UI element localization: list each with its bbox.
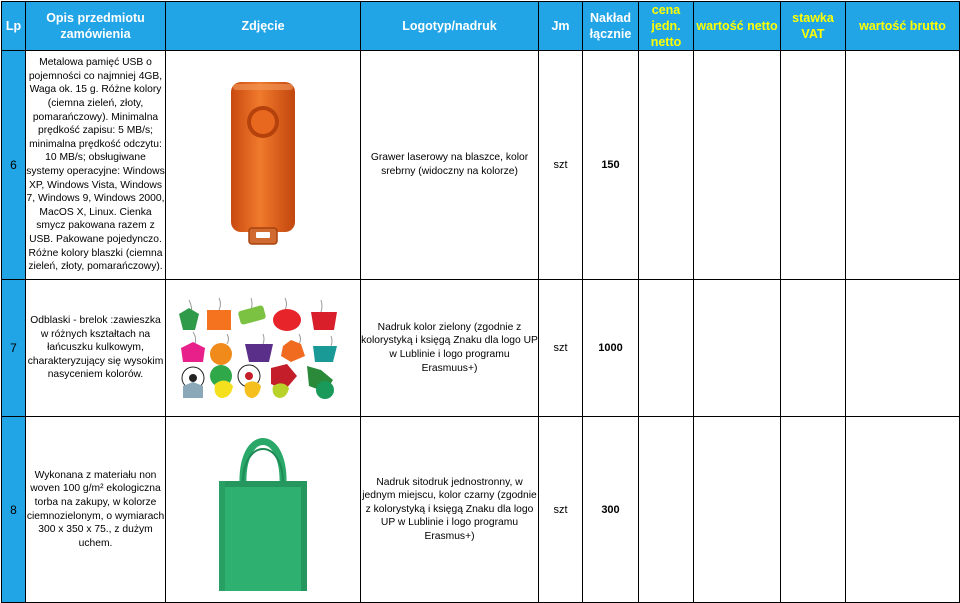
item-gross-value <box>846 51 960 280</box>
item-quantity: 1000 <box>583 280 639 417</box>
header-lp: Lp <box>2 2 26 51</box>
table-row <box>2 280 960 417</box>
item-net-value <box>694 417 781 603</box>
reflective-keychains-icon <box>175 296 351 400</box>
item-photo <box>166 51 361 280</box>
item-vat <box>781 417 846 603</box>
header-description: Opis przedmiotu zamówienia <box>26 2 166 51</box>
header-quantity: Nakład łącznie <box>583 2 639 51</box>
usb-flash-drive-icon <box>223 80 303 250</box>
item-unit-price <box>639 51 694 280</box>
header-vat: stawka VAT <box>781 2 846 51</box>
header-photo: Zdjęcie <box>166 2 361 51</box>
item-photo <box>166 417 361 603</box>
header-unit: Jm <box>539 2 583 51</box>
item-net-value <box>694 51 781 280</box>
header-row <box>2 2 960 51</box>
header-gross-value: wartość brutto <box>846 2 960 51</box>
item-quantity: 150 <box>583 51 639 280</box>
row-number: 6 <box>2 51 26 280</box>
item-description: Metalowa pamięć USB o pojemności co najmniej 4GB, Waga ok. 15 g. Różne kolory (ciemna zieleń, złoty, pomarańczowy). Minimalna prędkość zapisu: 5 MB/s; minimalna prędkość odczytu: 10 MB/s; obsługiwane systemy operacyjne: Windows XP, Windows Vista, Windows 7, Windows 9, Windows 2000, MacOS X, Linux. Cienka smycz pakowana razem z USB. Pakowane pojedynczo. Różne kolory blaszki (ciemna zieleń, złoty, pomarańczowy). <box>26 51 166 280</box>
item-logo-print: Grawer laserowy na blaszce, kolor srebrny (widoczny na kolorze) <box>361 51 539 280</box>
item-logo-print: Nadruk kolor zielony (zgodnie z kolorystyką i księgą Znaku dla logo UP w Lublinie i logo programu Erasmuus+) <box>361 280 539 417</box>
header-net-value: wartość netto <box>694 2 781 51</box>
row-number: 8 <box>2 417 26 603</box>
header-unit-price: cena jedn. netto <box>639 2 694 51</box>
item-unit-price <box>639 280 694 417</box>
item-net-value <box>694 280 781 417</box>
item-description: Odblaski - brelok :zawieszka w różnych kształtach na łańcuszku kulkowym, charakteryzujący się wysokim nasyceniem kolorów. <box>26 280 166 417</box>
row-number: 7 <box>2 280 26 417</box>
item-gross-value <box>846 280 960 417</box>
item-gross-value <box>846 417 960 603</box>
item-description: Wykonana z materiału non woven 100 g/m² ekologiczna torba na zakupy, w kolorze ciemnozielonym, o wymiarach 300 x 350 x 75., z dużym uchem. <box>26 417 166 603</box>
item-unit: szt <box>539 280 583 417</box>
item-vat <box>781 280 846 417</box>
header-logo: Logotyp/nadruk <box>361 2 539 51</box>
item-unit: szt <box>539 51 583 280</box>
item-unit-price <box>639 417 694 603</box>
tote-bag-icon <box>213 427 313 593</box>
item-logo-print: Nadruk sitodruk jednostronny, w jednym miejscu, kolor czarny (zgodnie z kolorystyką i księgą Znaku dla logo UP w Lublinie i logo programu Erasmus+) <box>361 417 539 603</box>
order-table <box>1 1 960 603</box>
item-quantity: 300 <box>583 417 639 603</box>
item-photo <box>166 280 361 417</box>
table-row <box>2 417 960 603</box>
table-row <box>2 51 960 280</box>
item-unit: szt <box>539 417 583 603</box>
item-vat <box>781 51 846 280</box>
